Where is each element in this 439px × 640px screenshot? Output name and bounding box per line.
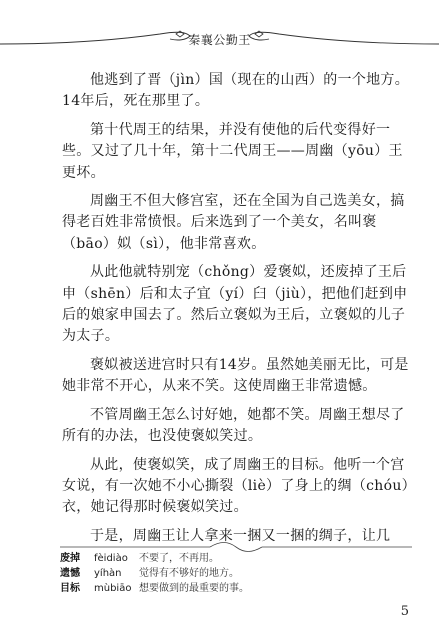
- glossary-entry: [60, 551, 412, 566]
- paragraph: 周幽王不但大修宫室，还在全国为自己选美女，搞得老百姓非常愤恨。后来选到了一个美女，名叫褒（bāo）姒（sì），他非常喜欢。: [62, 193, 405, 252]
- glossary-term: 废掉: [60, 553, 80, 564]
- glossary-term: 遗憾: [60, 568, 80, 579]
- glossary-entry: [60, 566, 412, 581]
- paragraph: 第十代周王的结果，并没有使他的后代变得好一些。又过了几十年，第十二代周王——周幽（yōu）王更坏。: [62, 121, 403, 181]
- vocabulary-glossary: [60, 551, 412, 596]
- glossary-definition: 觉得有不够好的地方。: [139, 568, 239, 579]
- paragraph: 褒姒被送进宫时只有14岁。虽然她美丽无比，可是她非常不开心，从来不笑。这使周幽王非常遗憾。: [62, 356, 409, 395]
- glossary-pinyin: fèidiào: [94, 553, 128, 564]
- header-ornament: [0, 0, 439, 58]
- glossary-pinyin: yíhàn: [94, 568, 122, 579]
- story-text: [62, 70, 412, 554]
- paragraph: 他逃到了晋（jìn）国（现在的山西）的一个地方。14年后，死在那里了。: [62, 72, 410, 110]
- paragraph: 从此他就特别宠（chǒng）爱褒姒，还废掉了王后申（shēn）后和太子宜（yí）臼（jiù），把他们赶到申后的娘家申国去了。然后立褒姒为王后，立褒姒的儿子为太子。: [62, 264, 408, 345]
- paragraph: 不管周幽王怎么讨好她，她都不笑。周幽王想尽了所有的办法，也没使褒姒笑过。: [62, 406, 405, 445]
- paragraph: 从此，使褒姒笑，成了周幽王的目标。他听一个宫女说，有一次她不小心撕裂（liè）了身上的绸（chóu）衣，她记得那时候褒姒笑过。: [62, 456, 409, 516]
- header-title: 秦襄公勤王: [188, 33, 251, 47]
- glossary-definition: 想要做到的最重要的事。: [139, 583, 249, 594]
- paragraph: 于是，周幽王让人拿来一捆又一捆的绸子，让几: [90, 527, 391, 544]
- glossary-pinyin: mùbiāo: [94, 583, 132, 594]
- glossary-definition: 不要了，不再用。: [139, 553, 219, 564]
- page-header: [0, 0, 439, 58]
- glossary-term: 目标: [60, 583, 80, 594]
- page-number: 5: [400, 604, 409, 619]
- glossary-entry: [60, 581, 412, 596]
